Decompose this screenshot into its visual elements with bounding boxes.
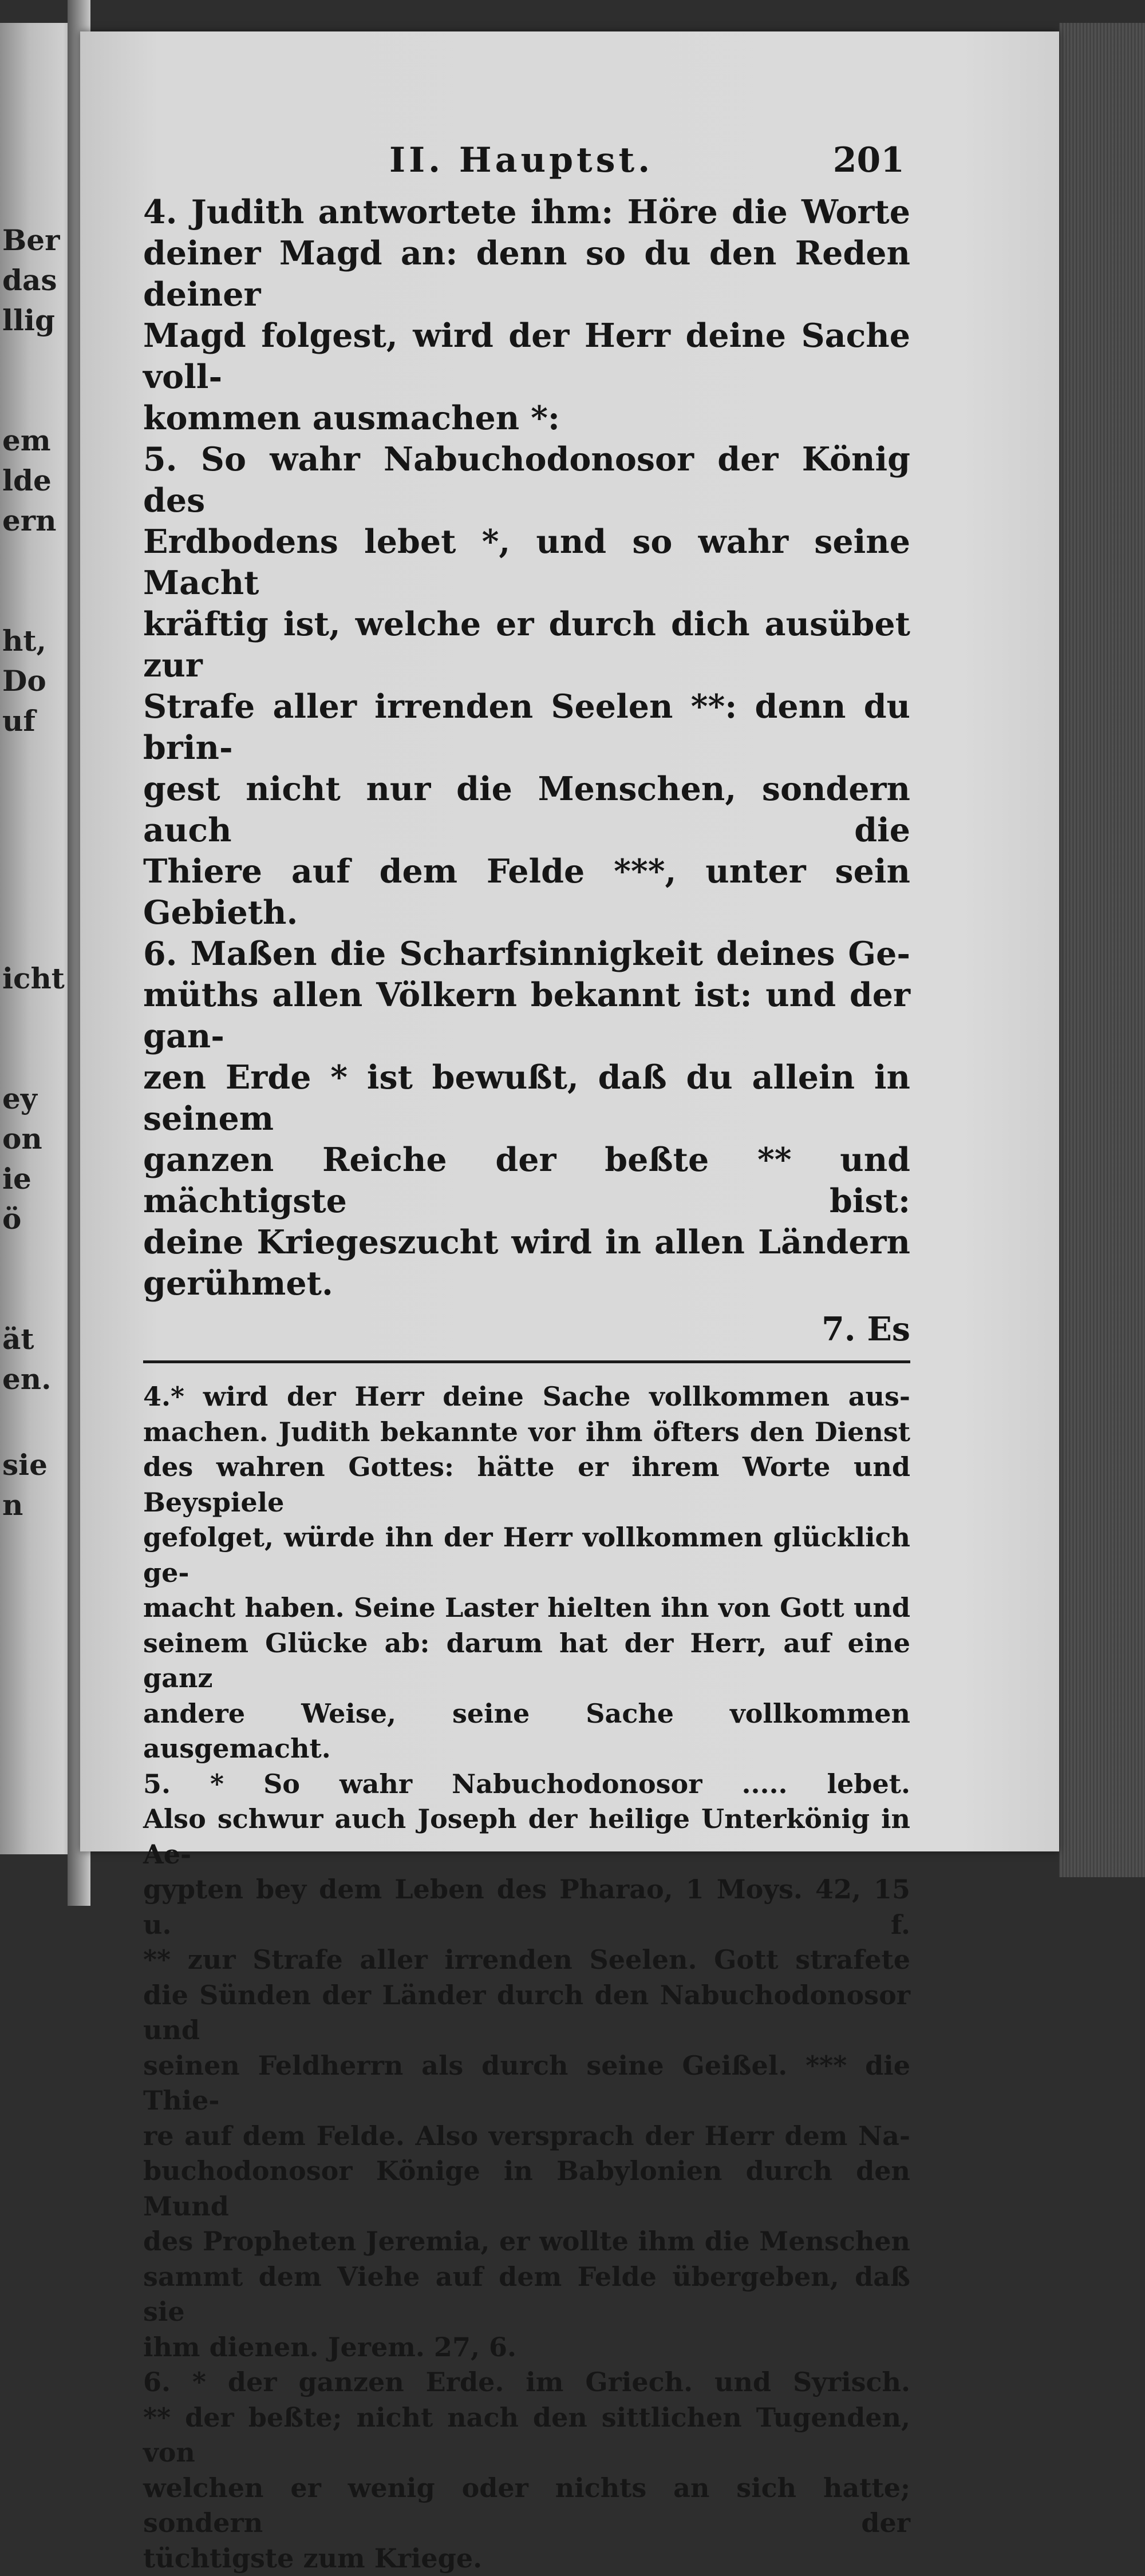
text-line: Erdbodens lebet *, und so wahr seine Macht bbox=[143, 521, 910, 604]
footnotes bbox=[143, 1379, 910, 2576]
left-fragment: Ber bbox=[2, 223, 60, 257]
running-title: II. Hauptst. bbox=[389, 140, 653, 180]
footnote-line: die Sünden der Länder durch den Nabuchodonosor und bbox=[143, 1978, 910, 2048]
footnote-line: 5. * So wahr Nabuchodonosor ..... lebet. bbox=[143, 1767, 910, 1802]
page-number: 201 bbox=[833, 140, 905, 180]
main-text bbox=[143, 192, 910, 1304]
footnote-line: andere Weise, seine Sache vollkommen ausgemacht. bbox=[143, 1696, 910, 1767]
running-header bbox=[143, 140, 910, 192]
footnote-line: macht haben. Seine Laster hielten ihn von Gott und bbox=[143, 1590, 910, 1626]
text-line: 5. So wahr Nabuchodonosor der König des bbox=[143, 439, 910, 521]
text-line: Strafe aller irrenden Seelen **: denn du brin- bbox=[143, 686, 910, 769]
left-fragment: ern bbox=[2, 504, 57, 537]
text-line: müths allen Völkern bekannt ist: und der gan- bbox=[143, 975, 910, 1057]
footnote-line: ** zur Strafe aller irrenden Seelen. Gott strafete bbox=[143, 1942, 910, 1978]
left-fragment: ey bbox=[2, 1082, 37, 1115]
text-line: kommen ausmachen *: bbox=[143, 398, 910, 439]
left-fragment: ht, bbox=[2, 624, 46, 658]
footnote-divider bbox=[143, 1360, 910, 1367]
left-fragment: sie bbox=[2, 1448, 48, 1482]
footnote-line: tüchtigste zum Kriege. bbox=[143, 2541, 910, 2576]
page-content bbox=[143, 140, 910, 2576]
footnote-line: ** der beßte; nicht nach den sittlichen Tugenden, von bbox=[143, 2400, 910, 2471]
left-page-edge bbox=[0, 23, 74, 1854]
left-fragment: llig bbox=[2, 303, 55, 337]
left-fragment: ät bbox=[2, 1322, 34, 1356]
footnote-line: gypten bey dem Leben des Pharao, 1 Moys. 42, 15 u. f. bbox=[143, 1872, 910, 1942]
left-fragment: em bbox=[2, 424, 51, 457]
text-line: Magd folgest, wird der Herr deine Sache voll- bbox=[143, 315, 910, 398]
page-stack-edge bbox=[1059, 23, 1145, 1877]
left-fragment: Do bbox=[2, 664, 46, 698]
footnote-line: welchen er wenig oder nichts an sich hatte; sondern der bbox=[143, 2471, 910, 2541]
footnote-line: Also schwur auch Joseph der heilige Unterkönig in Ae- bbox=[143, 1802, 910, 1872]
footnote-line: ihm dienen. Jerem. 27, 6. bbox=[143, 2330, 910, 2365]
footnote-line: seinen Feldherrn als durch seine Geißel. *** die Thie- bbox=[143, 2048, 910, 2119]
footnote-line: buchodonosor Könige in Babylonien durch den Mund bbox=[143, 2154, 910, 2224]
footnote-line: 4.* wird der Herr deine Sache vollkommen aus- bbox=[143, 1379, 910, 1415]
text-line: 6. Maßen die Scharfsinnigkeit deines Ge- bbox=[143, 933, 910, 975]
text-line: gest nicht nur die Menschen, sondern auch die bbox=[143, 769, 910, 851]
text-line: zen Erde * ist bewußt, daß du allein in seinem bbox=[143, 1057, 910, 1139]
text-line: 4. Judith antwortete ihm: Höre die Worte bbox=[143, 192, 910, 233]
text-line: Thiere auf dem Felde ***, unter sein Gebieth. bbox=[143, 851, 910, 933]
footnote-line: des Propheten Jeremia, er wollte ihm die Menschen bbox=[143, 2224, 910, 2260]
text-line: kräftig ist, welche er durch dich ausübet zur bbox=[143, 604, 910, 686]
text-line: deiner Magd an: denn so du den Reden deiner bbox=[143, 233, 910, 315]
left-fragment: lde bbox=[2, 464, 52, 497]
footnote-line: re auf dem Felde. Also versprach der Herr dem Na- bbox=[143, 2119, 910, 2154]
left-fragment: ö bbox=[2, 1202, 21, 1236]
left-fragment: uf bbox=[2, 704, 35, 738]
footnote-line: 6. * der ganzen Erde. im Griech. und Syrisch. bbox=[143, 2365, 910, 2400]
footnote-line: seinem Glücke ab: darum hat der Herr, auf eine ganz bbox=[143, 1626, 910, 1696]
footnote-line: gefolget, würde ihn der Herr vollkommen glücklich ge- bbox=[143, 1520, 910, 1590]
footnote-line: sammt dem Viehe auf dem Felde übergeben, daß sie bbox=[143, 2260, 910, 2330]
text-line: deine Kriegeszucht wird in allen Ländern gerühmet. bbox=[143, 1222, 910, 1304]
footnote-line: machen. Judith bekannte vor ihm öfters den Dienst bbox=[143, 1415, 910, 1450]
left-fragment: ie bbox=[2, 1162, 31, 1196]
left-fragment: on bbox=[2, 1122, 42, 1156]
footnote-line: des wahren Gottes: hätte er ihrem Worte und Beyspiele bbox=[143, 1450, 910, 1520]
text-line: ganzen Reiche der beßte ** und mächtigste bist: bbox=[143, 1139, 910, 1222]
left-fragment: icht bbox=[2, 961, 65, 995]
left-fragment: das bbox=[2, 263, 57, 297]
left-fragment: n bbox=[2, 1488, 23, 1522]
left-fragment: en. bbox=[2, 1362, 52, 1396]
catchword: 7. Es bbox=[143, 1309, 910, 1350]
